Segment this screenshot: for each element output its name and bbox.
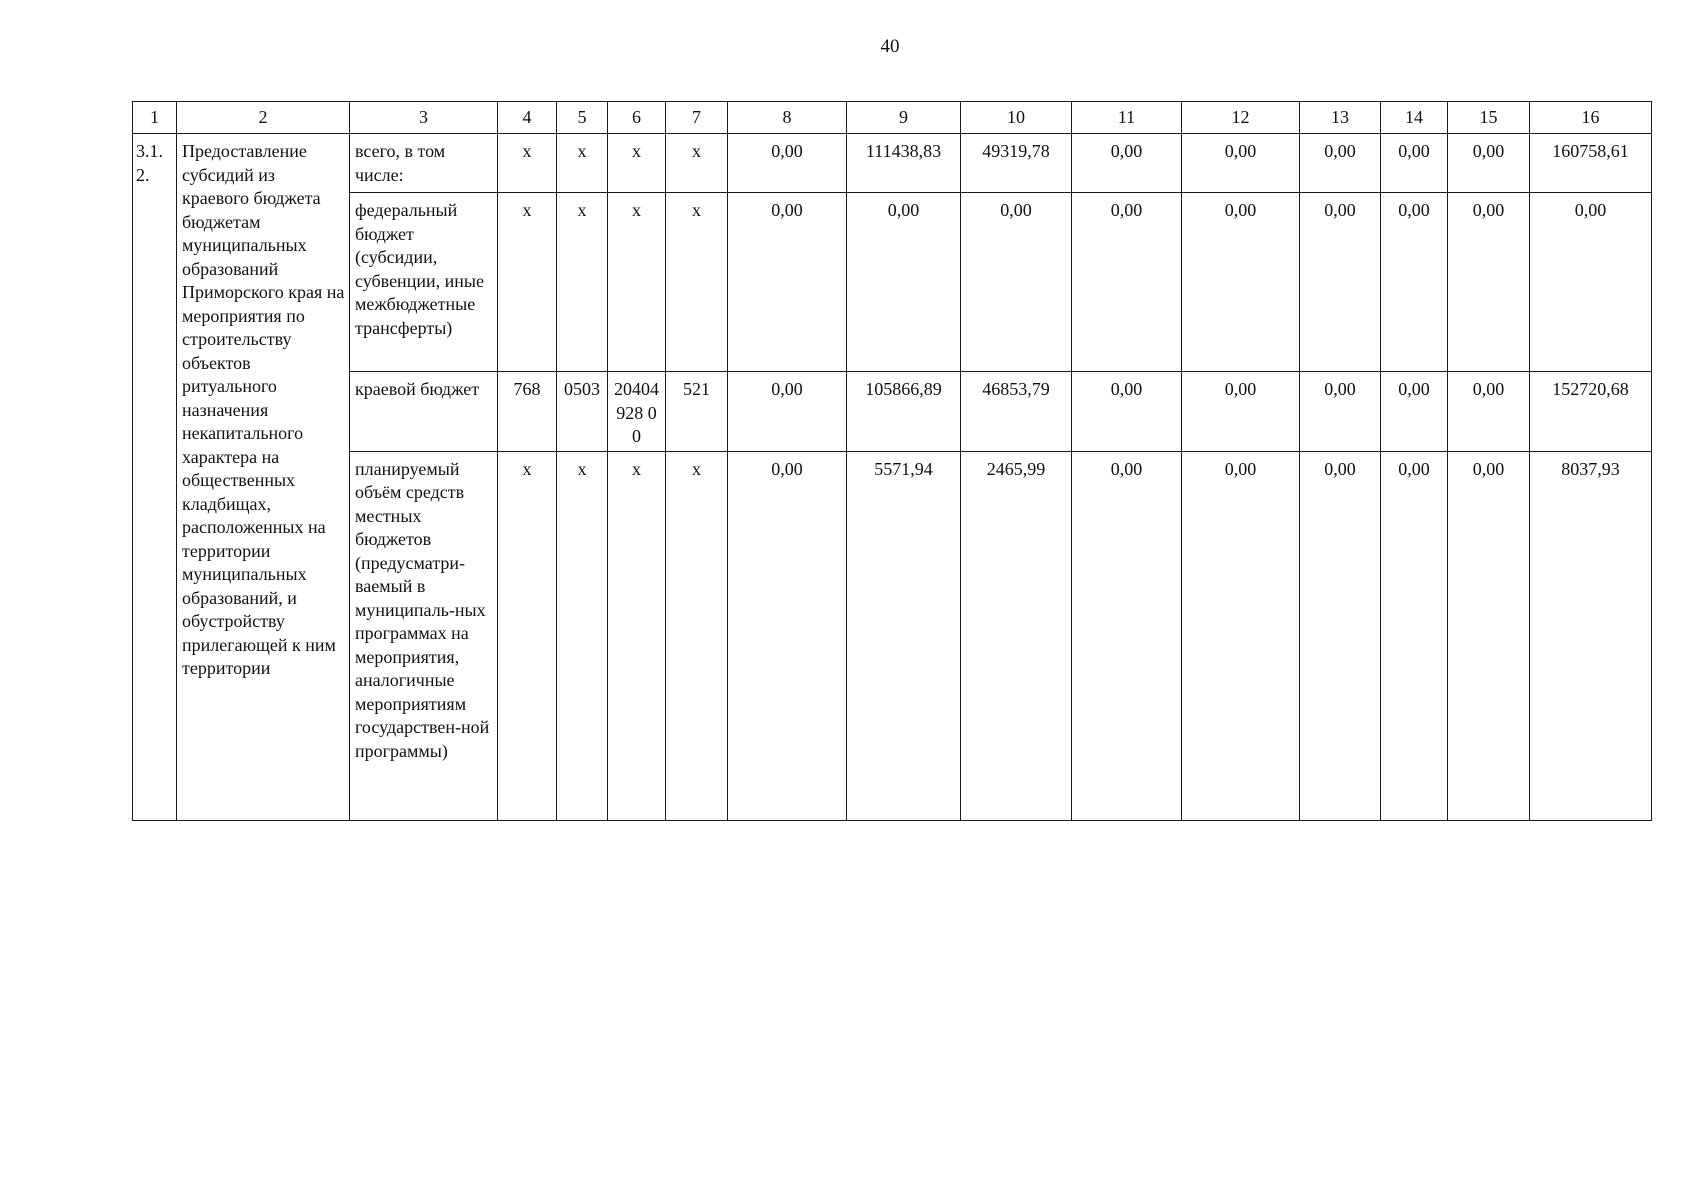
cell-col-10: 46853,79 bbox=[961, 372, 1072, 452]
item-id-line2: 2. bbox=[136, 164, 150, 185]
cell-col-13: 0,00 bbox=[1300, 134, 1381, 193]
cell-col-12: 0,00 bbox=[1182, 451, 1300, 820]
header-col-6: 6 bbox=[608, 102, 666, 134]
funding-source: планируемый объём средств местных бюджетов (предусматри-ваемый в муниципаль-ных программах на мероприятия, аналогичные мероприятиям государствен-ной программы) bbox=[350, 451, 498, 820]
header-col-8: 8 bbox=[728, 102, 847, 134]
cell-col-16: 152720,68 bbox=[1530, 372, 1652, 452]
cell-col-7: 521 bbox=[666, 372, 728, 452]
table-row bbox=[133, 451, 1652, 820]
cell-col-14: 0,00 bbox=[1381, 193, 1448, 372]
header-col-7: 7 bbox=[666, 102, 728, 134]
header-col-9: 9 bbox=[847, 102, 961, 134]
header-col-2: 2 bbox=[177, 102, 350, 134]
cell-col-7: х bbox=[666, 193, 728, 372]
cell-col-14: 0,00 bbox=[1381, 372, 1448, 452]
funding-source: всего, в том числе: bbox=[350, 134, 498, 193]
cell-col-12: 0,00 bbox=[1182, 372, 1300, 452]
funding-source: краевой бюджет bbox=[350, 372, 498, 452]
header-col-10: 10 bbox=[961, 102, 1072, 134]
budget-table bbox=[132, 101, 1652, 821]
cell-col-16: 160758,61 bbox=[1530, 134, 1652, 193]
cell-col-4: х bbox=[498, 134, 557, 193]
cell-col-13: 0,00 bbox=[1300, 451, 1381, 820]
cell-col-10: 0,00 bbox=[961, 193, 1072, 372]
cell-col-11: 0,00 bbox=[1072, 372, 1182, 452]
cell-col-11: 0,00 bbox=[1072, 451, 1182, 820]
cell-col-16: 0,00 bbox=[1530, 193, 1652, 372]
cell-col-9: 111438,83 bbox=[847, 134, 961, 193]
header-row bbox=[133, 102, 1652, 134]
cell-col-7: х bbox=[666, 451, 728, 820]
header-col-13: 13 bbox=[1300, 102, 1381, 134]
cell-col-15: 0,00 bbox=[1448, 372, 1530, 452]
cell-col-4: 768 bbox=[498, 372, 557, 452]
cell-col-13: 0,00 bbox=[1300, 372, 1381, 452]
cell-col-6: х bbox=[608, 451, 666, 820]
cell-col-8: 0,00 bbox=[728, 372, 847, 452]
item-id-line1: 3.1. bbox=[136, 141, 163, 161]
cell-col-5: х bbox=[557, 451, 608, 820]
header-col-16: 16 bbox=[1530, 102, 1652, 134]
cell-col-14: 0,00 bbox=[1381, 451, 1448, 820]
cell-col-11: 0,00 bbox=[1072, 134, 1182, 193]
cell-col-10: 49319,78 bbox=[961, 134, 1072, 193]
header-col-15: 15 bbox=[1448, 102, 1530, 134]
cell-col-6: х bbox=[608, 134, 666, 193]
header-col-1: 1 bbox=[133, 102, 177, 134]
cell-col-8: 0,00 bbox=[728, 193, 847, 372]
cell-col-9: 105866,89 bbox=[847, 372, 961, 452]
cell-col-4: х bbox=[498, 193, 557, 372]
cell-col-12: 0,00 bbox=[1182, 134, 1300, 193]
cell-col-8: 0,00 bbox=[728, 134, 847, 193]
item-id bbox=[133, 134, 177, 821]
header-col-3: 3 bbox=[350, 102, 498, 134]
cell-col-9: 5571,94 bbox=[847, 451, 961, 820]
item-name: Предоставление субсидий из краевого бюджета бюджетам муниципальных образований Приморского края на мероприятия по строительству объектов ритуального назначения некапитального характера на общественных кладбищах, расположенных на территории муниципальных образований, и обустройству прилегающей к ним территории bbox=[177, 134, 350, 821]
cell-col-7: х bbox=[666, 134, 728, 193]
cell-col-10: 2465,99 bbox=[961, 451, 1072, 820]
cell-col-11: 0,00 bbox=[1072, 193, 1182, 372]
cell-col-14: 0,00 bbox=[1381, 134, 1448, 193]
header-col-5: 5 bbox=[557, 102, 608, 134]
page-number: 40 bbox=[880, 36, 900, 57]
header-col-4: 4 bbox=[498, 102, 557, 134]
table-row bbox=[133, 134, 1652, 193]
header-col-12: 12 bbox=[1182, 102, 1300, 134]
cell-col-5: 0503 bbox=[557, 372, 608, 452]
cell-col-15: 0,00 bbox=[1448, 134, 1530, 193]
cell-col-16: 8037,93 bbox=[1530, 451, 1652, 820]
cell-col-12: 0,00 bbox=[1182, 193, 1300, 372]
cell-col-6: 20404928 00 bbox=[608, 372, 666, 452]
table-row bbox=[133, 193, 1652, 372]
cell-col-4: х bbox=[498, 451, 557, 820]
table-row bbox=[133, 372, 1652, 452]
cell-col-8: 0,00 bbox=[728, 451, 847, 820]
cell-col-5: х bbox=[557, 134, 608, 193]
funding-source: федеральный бюджет (субсидии, субвенции, иные межбюджетные трансферты) bbox=[350, 193, 498, 372]
cell-col-5: х bbox=[557, 193, 608, 372]
cell-col-13: 0,00 bbox=[1300, 193, 1381, 372]
cell-col-15: 0,00 bbox=[1448, 193, 1530, 372]
cell-col-6: х bbox=[608, 193, 666, 372]
cell-col-9: 0,00 bbox=[847, 193, 961, 372]
header-col-14: 14 bbox=[1381, 102, 1448, 134]
cell-col-15: 0,00 bbox=[1448, 451, 1530, 820]
header-col-11: 11 bbox=[1072, 102, 1182, 134]
